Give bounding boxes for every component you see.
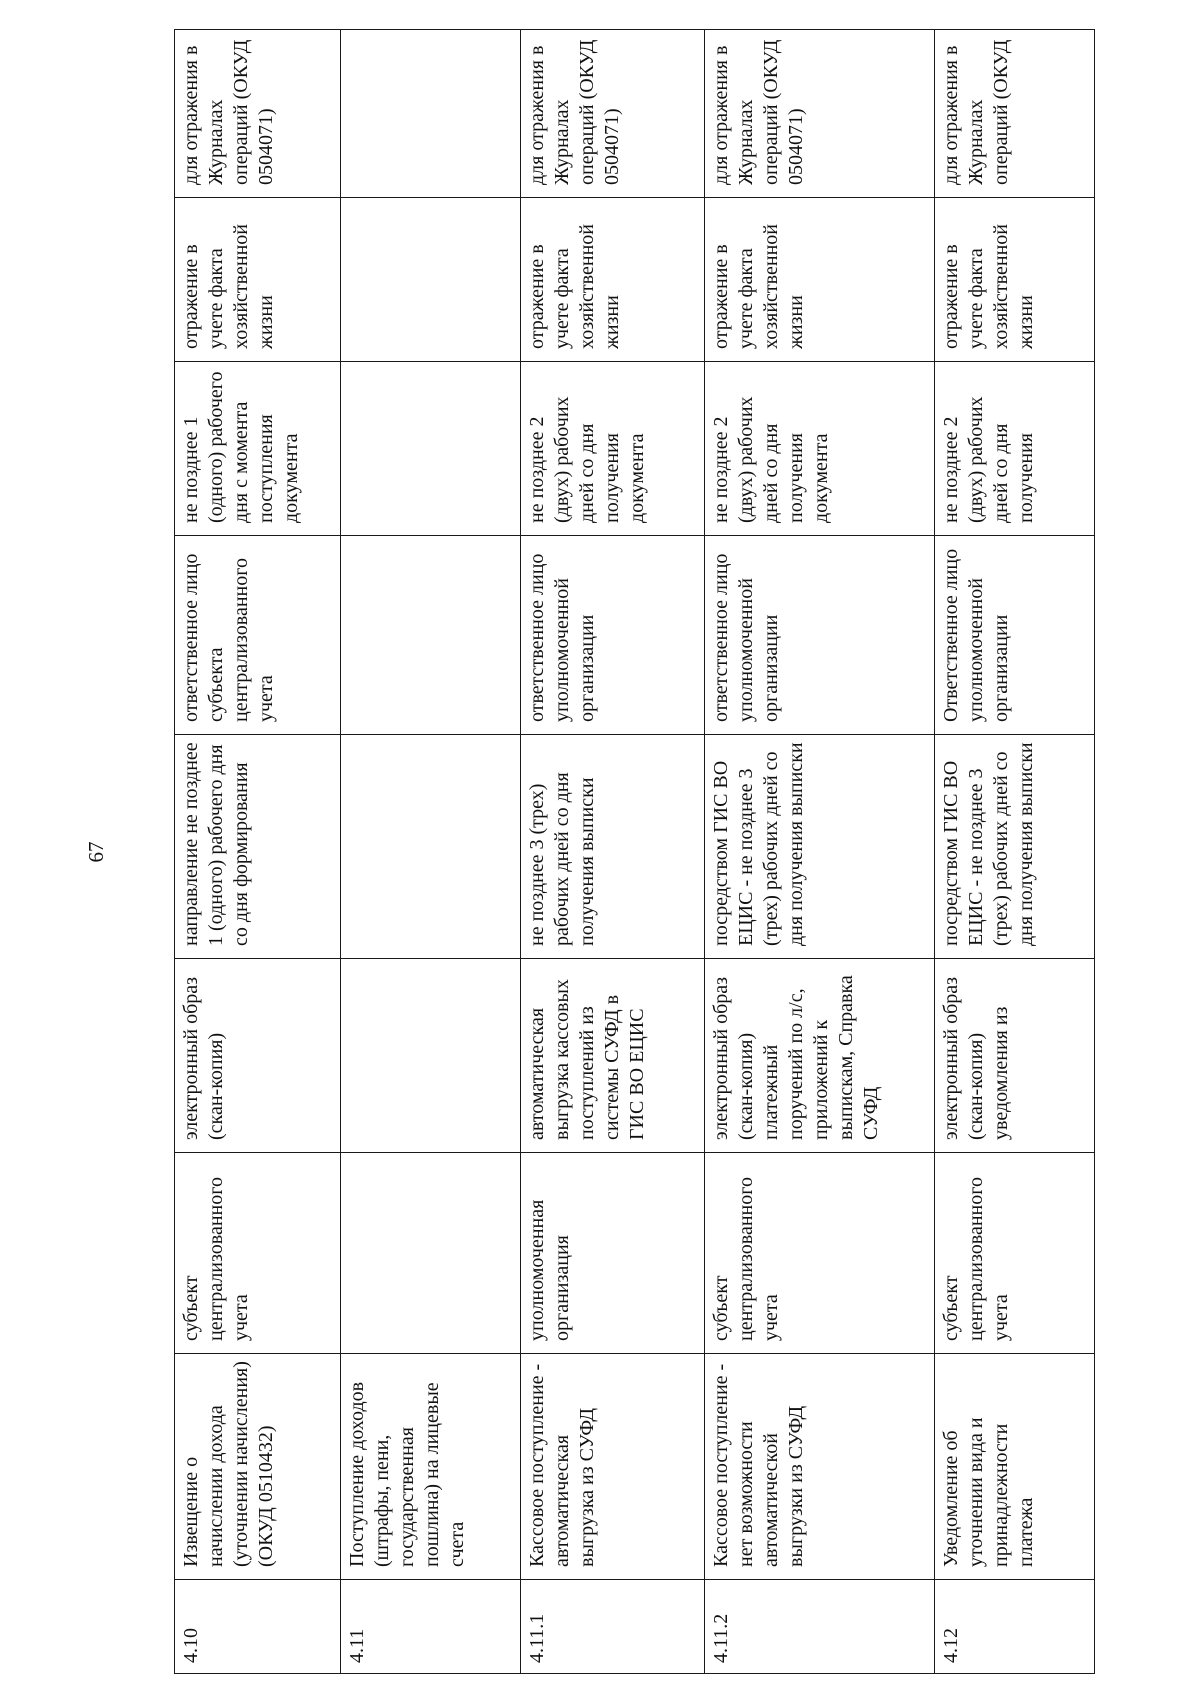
document-flow-table xyxy=(174,29,1095,1674)
document-name-cell: Уведомление об уточнении вида и принадлежности платежа xyxy=(935,1354,1095,1580)
purpose-cell: отражение в учете факта хозяйственной жизни xyxy=(175,198,341,362)
processing-deadline-cell: не позднее 1 (одного) рабочего дня с момента поступления документа xyxy=(175,362,341,536)
rotated-table-container xyxy=(174,30,1094,1674)
processing-deadline-cell: не позднее 2 (двух) рабочих дней со дня получения документа xyxy=(705,362,935,536)
recipient-cell xyxy=(341,536,521,735)
journal-cell: для отражения в Журналах операций (ОКУД 0504071) xyxy=(175,30,341,198)
row-number-cell: 4.11.1 xyxy=(521,1580,705,1674)
document-form-cell: электронный образ (скан-копия) уведомления из xyxy=(935,959,1095,1153)
table-row xyxy=(705,30,935,1674)
document-form-cell: электронный образ (скан-копия) xyxy=(175,959,341,1153)
purpose-cell xyxy=(341,198,521,362)
table-row xyxy=(521,30,705,1674)
row-number-cell: 4.11 xyxy=(341,1580,521,1674)
purpose-cell: отражение в учете факта хозяйственной жизни xyxy=(705,198,935,362)
recipient-cell: ответственное лицо уполномоченной организации xyxy=(521,536,705,735)
purpose-cell: отражение в учете факта хозяйственной жизни xyxy=(521,198,705,362)
document-name-cell: Кассовое поступление - автоматическая выгрузка из СУФД xyxy=(521,1354,705,1580)
creator-cell: уполномоченная организация xyxy=(521,1153,705,1354)
transfer-term-cell: направление не позднее 1 (одного) рабочего дня со дня формирования xyxy=(175,735,341,959)
page-number: 67 xyxy=(84,841,108,863)
recipient-cell: Ответственное лицо уполномоченной организации xyxy=(935,536,1095,735)
creator-cell: субъект централизованного учета xyxy=(705,1153,935,1354)
table-row xyxy=(175,30,341,1674)
processing-deadline-cell: не позднее 2 (двух) рабочих дней со дня получения документа xyxy=(521,362,705,536)
creator-cell: субъект централизованного учета xyxy=(175,1153,341,1354)
document-form-cell: электронный образ (скан-копия) платежный поручений по л/с, приложений к выпискам, Справка СУФД xyxy=(705,959,935,1153)
document-form-cell: автоматическая выгрузка кассовых поступлений из системы СУФД в ГИС ВО ЕЦИС xyxy=(521,959,705,1153)
document-name-cell: Кассовое поступление - нет возможности автоматической выгрузки из СУФД xyxy=(705,1354,935,1580)
transfer-term-cell: посредством ГИС ВО ЕЦИС - не позднее 3 (трех) рабочих дней со дня получения выписки xyxy=(935,735,1095,959)
row-number-cell: 4.11.2 xyxy=(705,1580,935,1674)
row-number-cell: 4.10 xyxy=(175,1580,341,1674)
journal-cell: для отражения в Журналах операций (ОКУД xyxy=(935,30,1095,198)
transfer-term-cell xyxy=(341,735,521,959)
journal-cell: для отражения в Журналах операций (ОКУД 0504071) xyxy=(521,30,705,198)
journal-cell xyxy=(341,30,521,198)
processing-deadline-cell: не позднее 2 (двух) рабочих дней со дня получения xyxy=(935,362,1095,536)
processing-deadline-cell xyxy=(341,362,521,536)
transfer-term-cell: посредством ГИС ВО ЕЦИС - не позднее 3 (трех) рабочих дней со дня получения выписки xyxy=(705,735,935,959)
row-number-cell: 4.12 xyxy=(935,1580,1095,1674)
creator-cell: субъект централизованного учета xyxy=(935,1153,1095,1354)
creator-cell xyxy=(341,1153,521,1354)
table-row xyxy=(341,30,521,1674)
journal-cell: для отражения в Журналах операций (ОКУД 0504071) xyxy=(705,30,935,198)
document-form-cell xyxy=(341,959,521,1153)
purpose-cell: отражение в учете факта хозяйственной жизни xyxy=(935,198,1095,362)
recipient-cell: ответственное лицо субъекта централизованного учета xyxy=(175,536,341,735)
recipient-cell: ответственное лицо уполномоченной организации xyxy=(705,536,935,735)
document-name-cell: Извещение о начислении дохода (уточнении начисления) (ОКУД 0510432) xyxy=(175,1354,341,1580)
transfer-term-cell: не позднее 3 (трех) рабочих дней со дня получения выписки xyxy=(521,735,705,959)
table-row xyxy=(935,30,1095,1674)
document-name-cell: Поступление доходов (штрафы, пени, государственная пошлина) на лицевые счета xyxy=(341,1354,521,1580)
